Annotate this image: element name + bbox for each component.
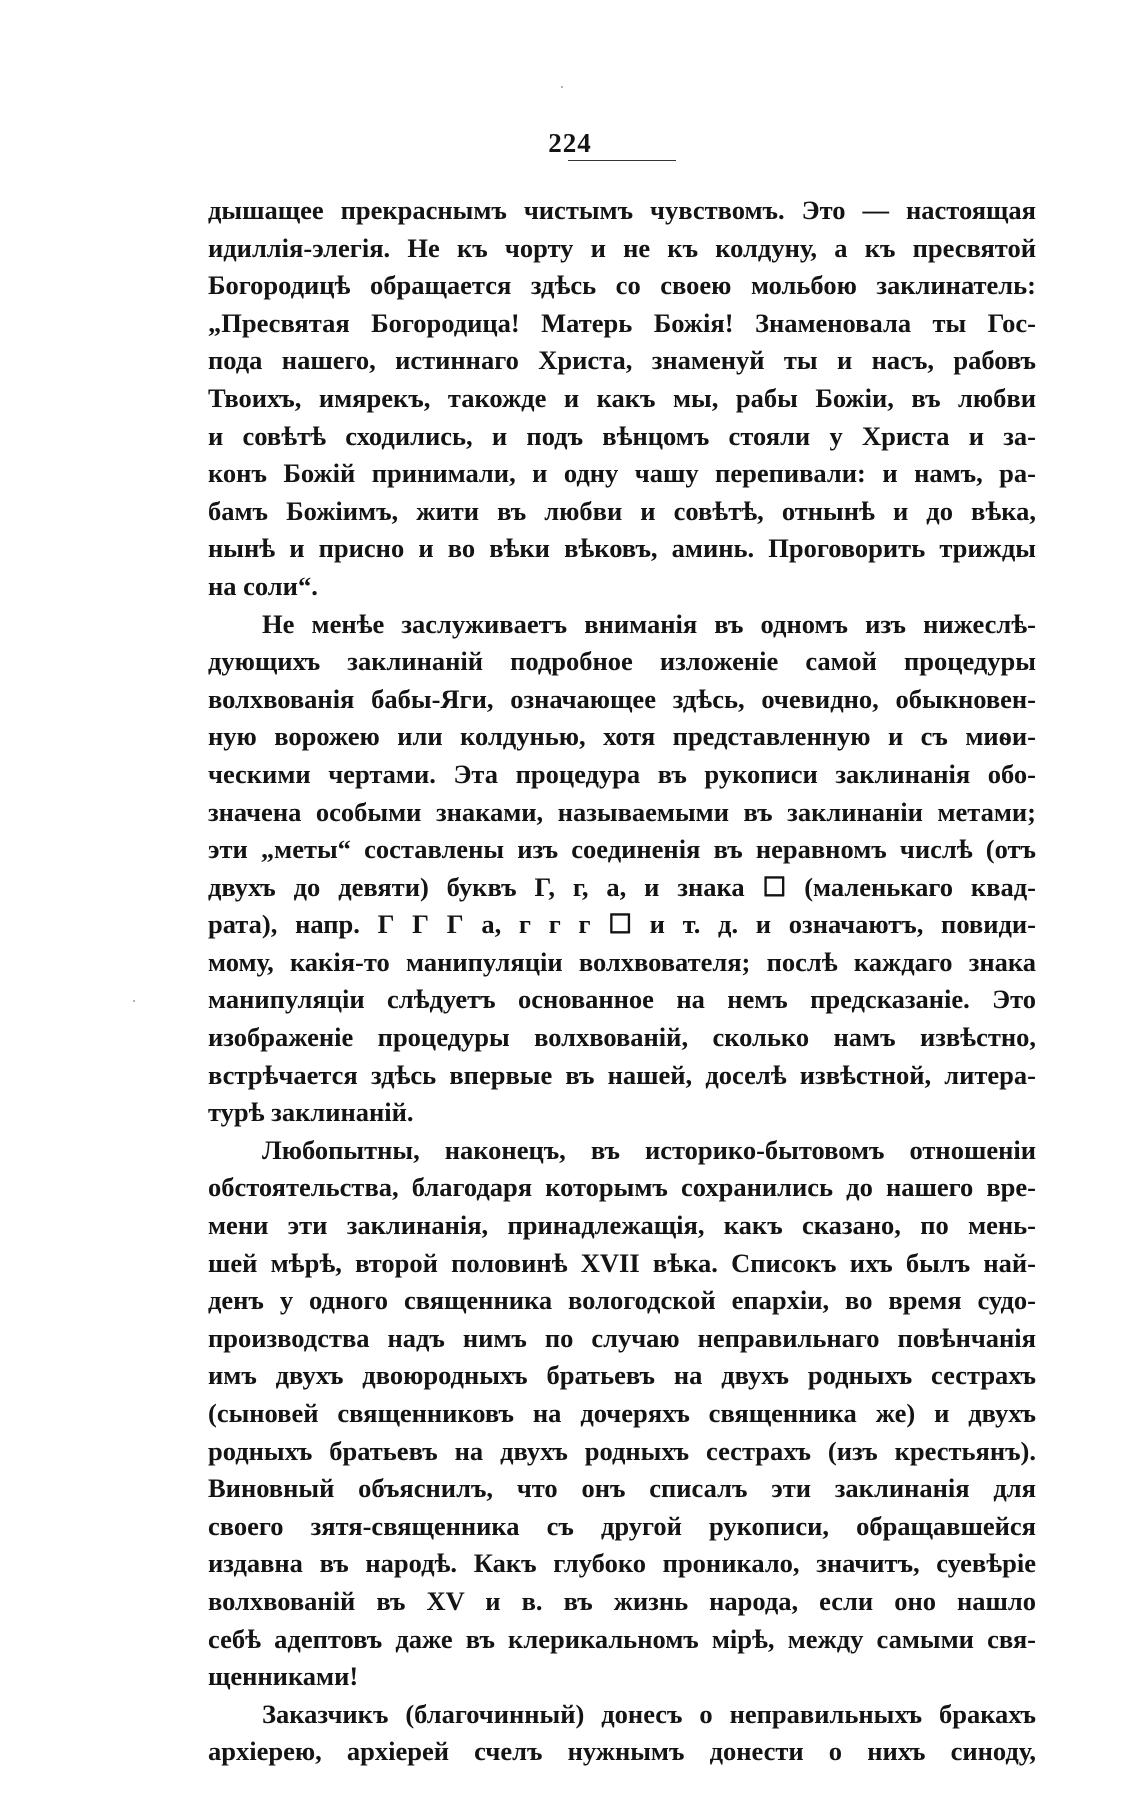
scan-speck: [133, 1000, 135, 1002]
scan-speck: [561, 86, 563, 88]
text-line: щенниками!: [208, 1661, 359, 1692]
text-line: двухъ до девяти) буквъ Г, г, а, и знака ☐ (маленькаго квад-: [208, 871, 1036, 902]
paragraph-4: [208, 1696, 1036, 1771]
text-line: производства надъ нимъ по случаю неправильнаго повѣнчанія: [208, 1322, 1036, 1353]
text-line: бамъ Божіимъ, жити въ любви и совѣтѣ, отнынѣ и до вѣка,: [208, 495, 1036, 526]
text-line: на соли“.: [208, 570, 318, 601]
text-line: издавна въ народѣ. Какъ глубоко проникало, значитъ, суевѣріе: [208, 1548, 1036, 1579]
page-number: 224: [548, 128, 592, 158]
text-line: родныхъ братьевъ на двухъ родныхъ сестрахъ (изъ крестьянъ).: [208, 1435, 1036, 1466]
text-line: рата), напр. Г Г Г а, г г г ☐ и т. д. и означаютъ, повиди-: [208, 909, 1036, 940]
text-line: ную ворожею или колдунью, хотя представленную и съ миѳи-: [208, 721, 1036, 752]
text-line: (сыновей священниковъ на дочеряхъ священника же) и двухъ: [208, 1398, 1036, 1428]
text-line: эти „меты“ составлены изъ соединенія въ неравномъ числѣ (отъ: [208, 834, 1036, 865]
text-line: значена особыми знаками, называемыми въ заклинаніи метами;: [208, 796, 1036, 827]
text-line: обстоятельства, благодаря которымъ сохранились до нашего вре-: [208, 1172, 1036, 1203]
text-line: нынѣ и присно и во вѣки вѣковъ, аминь. Проговорить трижды: [208, 533, 1036, 564]
text-line: Заказчикъ (благочинный) донесъ о неправильныхъ бракахъ: [262, 1698, 1036, 1729]
text-line: манипуляціи слѣдуетъ основанное на немъ предсказаніе. Это: [208, 984, 1036, 1015]
paragraph-3: [208, 1132, 1036, 1696]
text-line: изображеніе процедуры волхвованій, сколько намъ извѣстно,: [208, 1022, 1036, 1053]
text-line: Виновный объяснилъ, что онъ списалъ эти заклинанія для: [208, 1473, 1036, 1504]
text-line: имъ двухъ двоюродныхъ братьевъ на двухъ родныхъ сестрахъ: [208, 1360, 1036, 1391]
text-line: своего зятя-священника съ другой рукописи, обращавшейся: [208, 1510, 1036, 1541]
text-line: идиллія-элегія. Не къ чорту и не къ колдуну, а къ пресвятой: [208, 232, 1036, 263]
text-line: Любопытны, наконецъ, въ историко-бытовомъ отношеніи: [262, 1134, 1036, 1165]
text-line: пода нашего, истиннаго Христа, знаменуй ты и насъ, рабовъ: [208, 345, 1036, 376]
text-line: встрѣчается здѣсь впервые въ нашей, доселѣ извѣстной, литера-: [208, 1059, 1036, 1090]
text-line: Не менѣе заслуживаетъ вниманія въ одномъ изъ нижеслѣ-: [262, 608, 1036, 639]
text-line: „Пресвятая Богородица! Матерь Божія! Знаменовала ты Гос-: [208, 307, 1036, 338]
text-line: турѣ заклинаній.: [208, 1097, 414, 1128]
text-line: волхвованія бабы-Яги, означающее здѣсь, очевидно, обыкновен-: [208, 683, 1036, 714]
text-line: архіерею, архіерей счелъ нужнымъ донести о нихъ синоду,: [208, 1736, 1036, 1767]
text-line: ческими чертами. Эта процедура въ рукописи заклинанія обо-: [208, 758, 1036, 789]
text-line: шей мѣрѣ, второй половинѣ XVII вѣка. Списокъ ихъ былъ най-: [208, 1247, 1036, 1278]
text-line: мому, какія-то манипуляціи волхвователя; послѣ каждаго знака: [208, 946, 1036, 977]
text-line: мени эти заклинанія, принадлежащія, какъ сказано, по мень-: [208, 1210, 1036, 1241]
text-line: Твоихъ, имярекъ, такожде и какъ мы, рабы Божіи, въ любви: [208, 382, 1036, 413]
text-line: дующихъ заклинаній подробное изложеніе самой процедуры: [208, 646, 1036, 677]
text-line: себѣ адептовъ даже въ клерикальномъ мірѣ, между самыми свя-: [208, 1623, 1036, 1654]
text-line: денъ у одного священника вологодской епархіи, во время судо-: [208, 1285, 1036, 1316]
body-text: [208, 192, 1036, 1771]
text-line: волхвованій въ XV и в. въ жизнь народа, если оно нашло: [208, 1585, 1036, 1616]
paragraph-1: [208, 192, 1036, 606]
text-line: дышащее прекраснымъ чистымъ чувствомъ. Это — настоящая: [208, 195, 1036, 225]
paragraph-2: [208, 606, 1036, 1132]
text-line: и совѣтѣ сходились, и подъ вѣнцомъ стояли у Христа и за-: [208, 420, 1036, 451]
text-line: Богородицѣ обращается здѣсь со своею мольбою заклинатель:: [208, 270, 1036, 301]
text-line: конъ Божій принимали, и одну чашу перепивали: и намъ, ра-: [208, 458, 1036, 489]
page-number-rule: [568, 160, 676, 161]
